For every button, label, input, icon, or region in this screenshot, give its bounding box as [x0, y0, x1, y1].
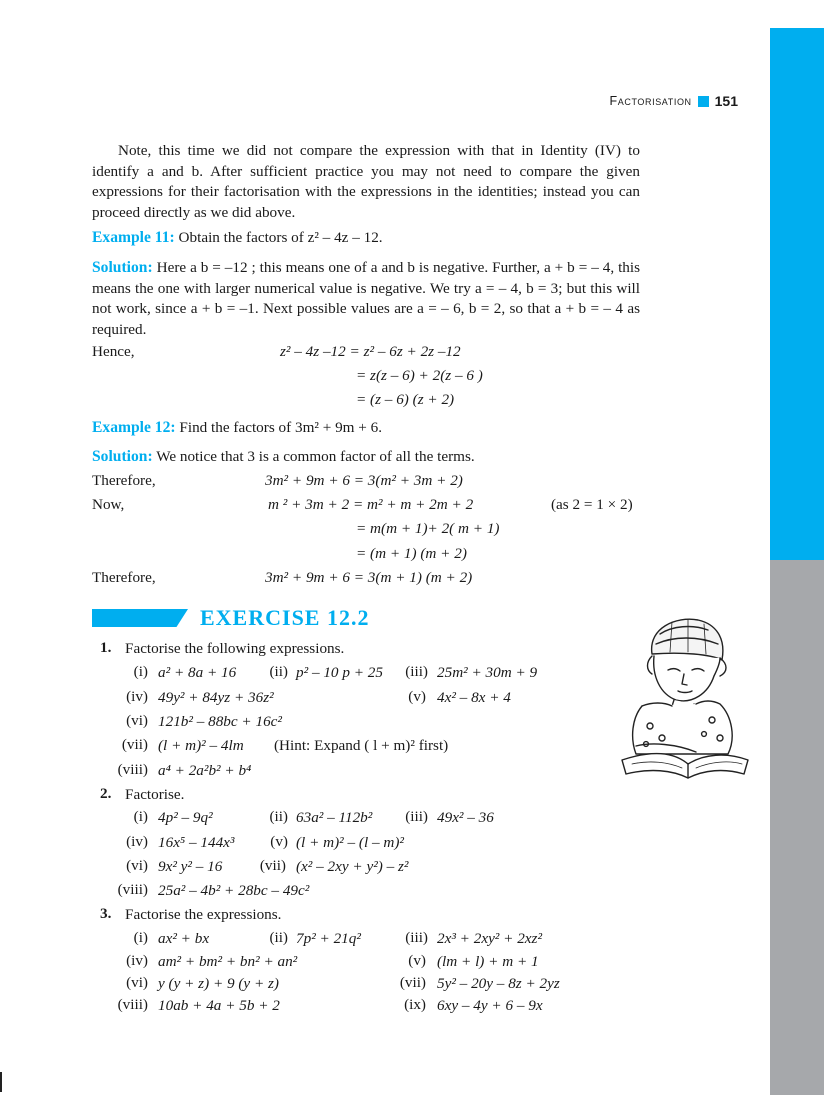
q3-item-num: (vii) — [399, 974, 426, 991]
ex12-row-expr: m ² + 3m + 2 = m² + m + 2m + 2 — [268, 496, 474, 513]
q1-item-num: (i) — [133, 663, 148, 680]
example-12 — [92, 418, 382, 438]
q1-number: 1. — [100, 639, 112, 656]
q1-item-expr: a⁴ + 2a²b² + b⁴ — [158, 762, 252, 779]
example-11-solution — [92, 258, 640, 341]
q3-item-num: (ix) — [404, 996, 426, 1013]
q1-item-num: (viii) — [117, 761, 148, 778]
q2-item-num: (vii) — [259, 857, 286, 874]
q3-item-num: (iv) — [126, 952, 148, 969]
page-number: 151 — [714, 93, 738, 109]
example-12-solution — [92, 447, 475, 467]
q2-item-num: (i) — [133, 808, 148, 825]
q1-item-num: (vii) — [121, 736, 148, 753]
solution-12-label: Solution: — [92, 448, 153, 465]
q2-number: 2. — [100, 785, 112, 802]
side-tab-blue — [770, 28, 824, 560]
ex12-row-expr: = (m + 1) (m + 2) — [356, 545, 467, 562]
ex11-step-3: = (z – 6) (z + 2) — [356, 391, 455, 408]
child-reading-illustration — [612, 614, 752, 780]
q2-item-expr: 49x² – 36 — [437, 809, 494, 826]
q3-item-expr: 2x³ + 2xy² + 2xz² — [437, 930, 542, 947]
q2-item-expr: 63a² – 112b² — [296, 809, 373, 826]
q1-item-expr: 25m² + 30m + 9 — [437, 664, 538, 681]
q2-item-expr: 9x² y² – 16 — [158, 858, 223, 875]
q3-item-expr: 5y² – 20y – 8z + 2yz — [437, 975, 560, 992]
q1-item-num: (iv) — [126, 688, 148, 705]
q3-item-expr: 10ab + 4a + 5b + 2 — [158, 997, 280, 1014]
hence-label: Hence, — [92, 343, 135, 360]
q1-text: Factorise the following expressions. — [125, 640, 345, 657]
q3-number: 3. — [100, 905, 112, 922]
q2-item-num: (ii) — [269, 808, 288, 825]
ex11-step-1: z² – 4z –12 = z² – 6z + 2z –12 — [280, 343, 461, 360]
q2-item-expr: 16x⁵ – 144x³ — [158, 834, 235, 851]
q1-hint: (Hint: Expand ( l + m)² first) — [274, 737, 449, 754]
q3-text: Factorise the expressions. — [125, 906, 282, 923]
q3-item-expr: y (y + z) + 9 (y + z) — [158, 975, 279, 992]
ex12-row-note: (as 2 = 1 × 2) — [551, 496, 633, 513]
q1-item-expr: 49y² + 84yz + 36z² — [158, 689, 274, 706]
ex12-row-label: Now, — [92, 496, 125, 513]
q1-item-num: (iii) — [405, 663, 428, 680]
q3-item-expr: am² + bm² + bn² + an² — [158, 953, 298, 970]
q3-item-num: (v) — [408, 952, 426, 969]
q3-item-num: (ii) — [269, 929, 288, 946]
side-tab-gray — [770, 560, 824, 1095]
q3-item-num: (i) — [133, 929, 148, 946]
running-head — [610, 93, 738, 109]
q3-item-num: (vi) — [126, 974, 148, 991]
chapter-title: Factorisation — [609, 94, 692, 108]
solution-11-label: Solution: — [92, 259, 153, 276]
ex12-row-label: Therefore, — [92, 569, 156, 586]
q3-item-num: (iii) — [405, 929, 428, 946]
q2-item-num: (iv) — [126, 833, 148, 850]
q2-item-num: (iii) — [405, 808, 428, 825]
q1-item-num: (ii) — [269, 663, 288, 680]
q2-text: Factorise. — [125, 786, 185, 803]
q3-item-expr: (lm + l) + m + 1 — [437, 953, 539, 970]
crop-mark — [0, 1072, 2, 1092]
q2-item-expr: 4p² – 9q² — [158, 809, 213, 826]
q2-item-expr: 25a² – 4b² + 28bc – 49c² — [158, 882, 310, 899]
q2-item-num: (vi) — [126, 857, 148, 874]
q2-item-num: (v) — [270, 833, 288, 850]
exercise-bar — [92, 609, 188, 627]
header-square-icon — [698, 96, 709, 107]
example-12-prompt: Find the factors of 3m² + 9m + 6. — [179, 419, 383, 436]
q3-item-expr: 7p² + 21q² — [296, 930, 361, 947]
ex12-row-expr: 3m² + 9m + 6 = 3(m² + 3m + 2) — [265, 472, 463, 489]
q3-item-expr: ax² + bx — [158, 930, 210, 947]
q1-item-expr: 4x² – 8x + 4 — [437, 689, 511, 706]
q1-item-num: (vi) — [126, 712, 148, 729]
q1-item-num: (v) — [408, 688, 426, 705]
solution-12-text: We notice that 3 is a common factor of all the terms. — [156, 448, 475, 465]
ex11-step-2: = z(z – 6) + 2(z – 6 ) — [356, 367, 483, 384]
ex12-row-label: Therefore, — [92, 472, 156, 489]
q1-item-expr: p² – 10 p + 25 — [296, 664, 383, 681]
q1-item-expr: 121b² – 88bc + 16c² — [158, 713, 282, 730]
q3-item-num: (viii) — [117, 996, 148, 1013]
note-paragraph: Note, this time we did not compare the expression with that in Identity (IV) to identify a and b. After sufficient practice you may not need to compare the given expressions for their factorisation with the expressions in the identities; instead you can proceed directly as we did above. — [92, 142, 640, 222]
example-11 — [92, 228, 383, 248]
example-11-prompt: Obtain the factors of z² – 4z – 12. — [178, 229, 383, 246]
example-12-label: Example 12: — [92, 419, 176, 436]
q3-item-expr: 6xy – 4y + 6 – 9x — [437, 997, 543, 1014]
ex12-row-expr: = m(m + 1)+ 2( m + 1) — [356, 520, 500, 537]
q2-item-num: (viii) — [117, 881, 148, 898]
exercise-title: EXERCISE 12.2 — [200, 605, 370, 630]
q2-item-expr: (l + m)² – (l – m)² — [296, 834, 404, 851]
q1-item-expr: a² + 8a + 16 — [158, 664, 237, 681]
q2-item-expr: (x² – 2xy + y²) – z² — [296, 858, 409, 875]
ex12-row-expr: 3m² + 9m + 6 = 3(m + 1) (m + 2) — [265, 569, 473, 586]
solution-11-text: Here a b = –12 ; this means one of a and b is negative. Further, a + b = – 4, this means the one with larger numerical value is negative. We try a = – 4, b = 3; but this will not work, since a + b = –1. Next possible values are a = – 6, b = 2, so that a + b = – 4 as required. — [92, 259, 641, 339]
example-11-label: Example 11: — [92, 229, 175, 246]
q1-item-expr: (l + m)² – 4lm — [158, 737, 244, 754]
